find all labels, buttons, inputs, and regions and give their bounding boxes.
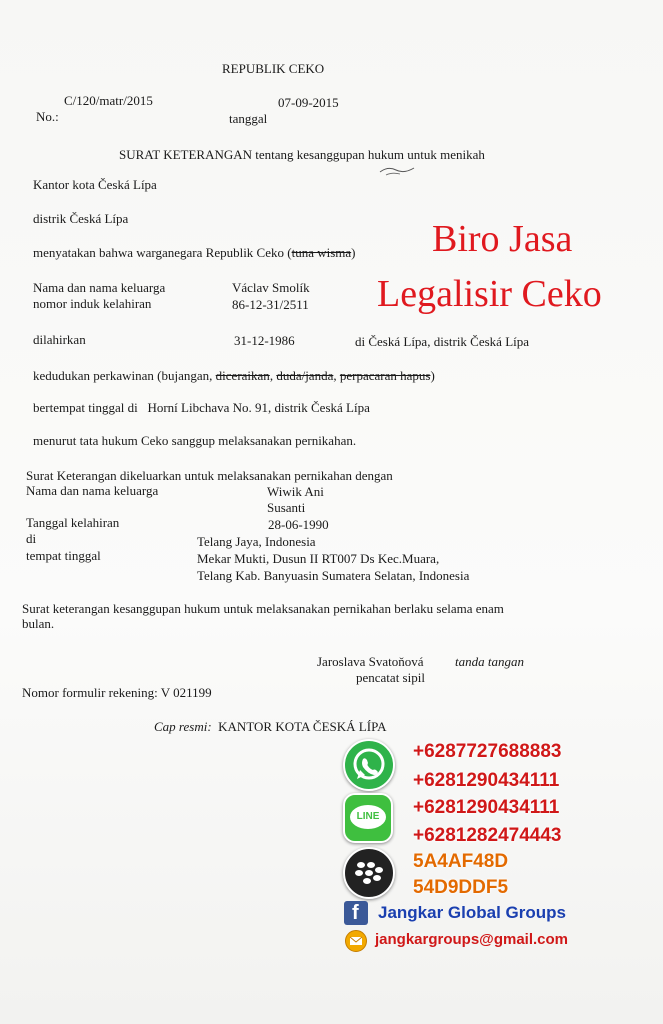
citizenship-statement <box>33 245 356 260</box>
struck-widowed: duda/janda <box>276 368 334 383</box>
phone-number-2[interactable]: +6281290434111 <box>413 770 560 791</box>
validity-line1: Surat keterangan kesanggupan hukum untuk melaksanakan pernikahan berlaku selama enam <box>22 601 504 616</box>
registrar-role: pencatat sipil <box>356 670 425 685</box>
stamp-label: Cap resmi: <box>154 719 212 734</box>
stamp-value: KANTOR KOTA ČESKÁ LÍPA <box>218 719 387 734</box>
country-heading: REPUBLIK CEKO <box>222 61 325 76</box>
partner-intro: Surat Keterangan dikeluarkan untuk melaksanakan pernikahan dengan <box>26 468 393 483</box>
statement-prefix: menyatakan bahwa warganegara Republik Ceko <box>33 245 284 260</box>
struck-homeless: tuna wisma <box>291 245 352 260</box>
line-icon-label: LINE <box>356 811 380 822</box>
watermark-line1: Biro Jasa <box>432 218 573 260</box>
partner-address-line2: Telang Kab. Banyuasin Sumatera Selatan, Indonesia <box>197 568 470 583</box>
residence-label: bertempat tinggal di <box>33 400 138 415</box>
watermark-line2: Legalisir Ceko <box>377 273 602 315</box>
form-number: Nomor formulir rekening: V 021199 <box>22 685 212 700</box>
marital-status <box>33 368 435 383</box>
struck-divorced: diceraikan <box>215 368 270 383</box>
registrar-name: Jaroslava Svatoňová <box>317 654 424 669</box>
person-name-value: Václav Smolík <box>232 280 310 295</box>
marital-sep-2: , <box>333 368 340 383</box>
whatsapp-number[interactable]: +6287727688883 <box>413 741 562 762</box>
validity-line2: bulan. <box>22 616 55 631</box>
title-main: SURAT KETERANGAN <box>119 147 253 162</box>
capability-statement: menurut tata hukum Ceko sanggup melaksanakan pernikahan. <box>33 433 357 448</box>
email-address[interactable]: jangkargroups@gmail.com <box>375 931 569 948</box>
residence-value: Horní Libchava No. 91, distrik Česká Lípa <box>147 400 370 415</box>
email-icon <box>345 930 367 952</box>
handwritten-mark <box>378 160 418 178</box>
residence-line <box>33 400 370 415</box>
contact-panel <box>333 737 603 955</box>
title-rest: tentang kesanggupan hukum untuk menikah <box>255 147 485 162</box>
marital-prefix: kedudukan perkawinan (bujangan, <box>33 368 216 383</box>
signature-label: tanda tangan <box>455 654 524 669</box>
line-number-1[interactable]: +6281290434111 <box>413 797 560 818</box>
facebook-page[interactable]: Jangkar Global Groups <box>378 903 566 922</box>
person-id-value: 86-12-31/2511 <box>232 297 309 312</box>
person-name-label: Nama dan nama keluarga <box>33 280 166 295</box>
partner-address-line1: Mekar Mukti, Dusun II RT007 Ds Kec.Muara, <box>197 551 440 566</box>
partner-birth-value: 28-06-1990 <box>268 517 329 532</box>
born-label: dilahirkan <box>33 332 86 347</box>
office-name: Kantor kota Česká Lípa <box>33 177 157 192</box>
born-place: di Česká Lípa, distrik Česká Lípa <box>355 334 530 349</box>
struck-partnership: perpacaran hapus <box>339 368 431 383</box>
marital-sep-1: , <box>269 368 277 383</box>
line-app-icon <box>343 793 393 843</box>
partner-at-label: di <box>26 531 37 546</box>
bbm-pin-1[interactable]: 5A4AF48D <box>413 851 509 872</box>
partner-birth-label: Tanggal kelahiran <box>26 515 120 530</box>
official-stamp <box>154 719 387 734</box>
statement-paren-open: ( <box>284 245 292 260</box>
partner-name-line1: Wiwik Ani <box>267 484 324 499</box>
partner-at-value: Telang Jaya, Indonesia <box>197 534 316 549</box>
document-title <box>119 147 485 162</box>
partner-name-line2: Susanti <box>267 500 306 515</box>
facebook-icon: f <box>344 901 368 925</box>
person-id-label: nomor induk kelahiran <box>33 296 152 311</box>
whatsapp-icon <box>343 739 395 791</box>
reference-number: C/120/matr/2015 <box>64 93 153 108</box>
date-value: 07-09-2015 <box>278 95 339 110</box>
number-label: No.: <box>36 109 59 124</box>
line-number-2[interactable]: +6281282474443 <box>413 825 562 846</box>
partner-address-label: tempat tinggal <box>26 548 101 563</box>
date-label: tanggal <box>229 111 268 126</box>
partner-name-label: Nama dan nama keluarga <box>26 483 159 498</box>
district-name: distrik Česká Lípa <box>33 211 129 226</box>
statement-paren-close: ) <box>351 245 356 260</box>
bbm-pin-2[interactable]: 54D9DDF5 <box>413 877 509 898</box>
marital-suffix: ) <box>430 368 435 383</box>
blackberry-icon <box>343 847 395 899</box>
born-date: 31-12-1986 <box>234 333 295 348</box>
